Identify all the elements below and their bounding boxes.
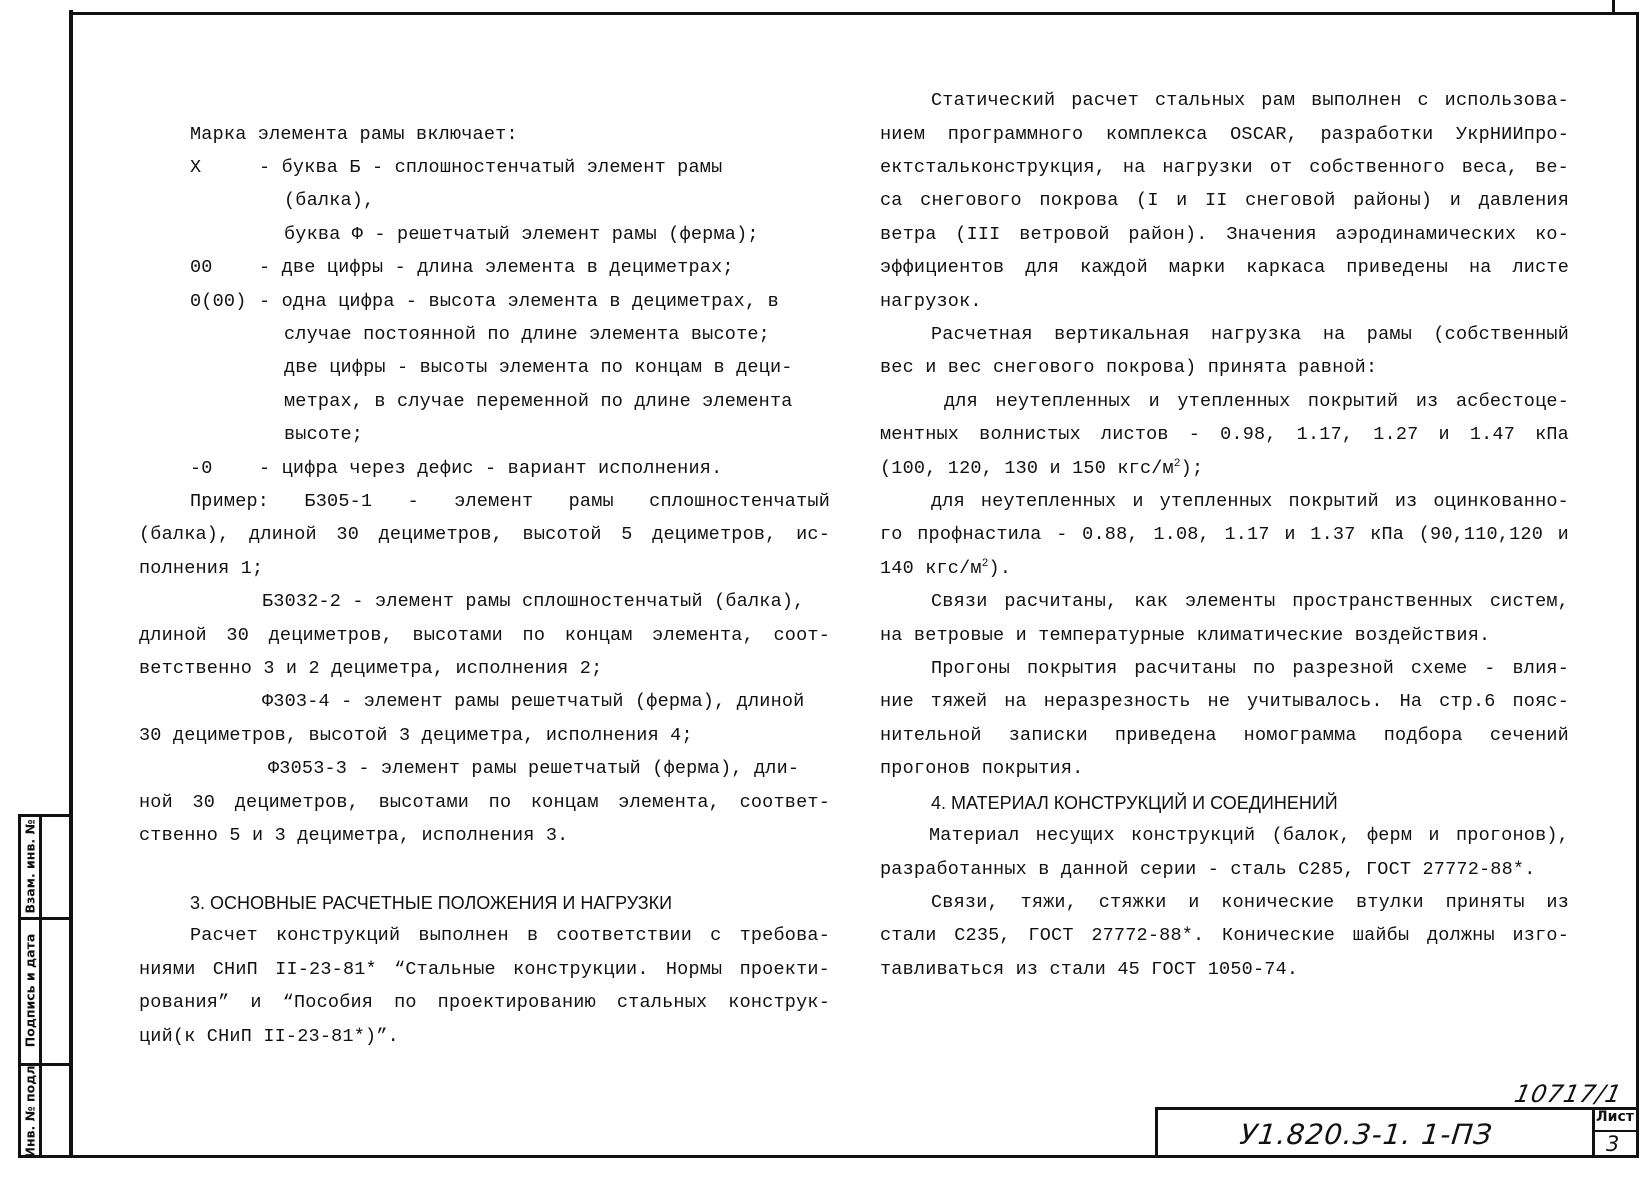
example-line: ветственно 3 и 2 дециметра, исполнения 2;: [139, 658, 603, 679]
para-text: );: [1180, 458, 1204, 479]
section-4-heading: 4. МАТЕРИАЛ КОНСТРУКЦИЙ И СОЕДИНЕНИЙ: [931, 793, 1338, 813]
para-text: ).: [988, 558, 1012, 579]
item-line: высоте;: [284, 424, 364, 445]
para-line: вес и вес снегового покрова) принята равной:: [880, 357, 1378, 378]
superscript: 2: [1173, 457, 1181, 470]
item-line: метрах, в случае переменной по длине элемента: [284, 391, 793, 412]
example-line: Ф303-4 - элемент рамы решетчатый (ферма), длиной: [262, 691, 805, 712]
example-line: ственно 5 и 3 дециметра, исполнения 3.: [139, 825, 569, 846]
item-code: 00: [190, 257, 213, 278]
item-line: две цифры - высоты элемента по концам в деци-: [284, 357, 793, 378]
sheet-label: Лист: [1596, 1109, 1634, 1125]
para-line: стали С235, ГОСТ 27772-88*. Конические шайбы должны изго-: [880, 925, 1569, 946]
para-line: на ветровые и температурные климатические воздействия.: [880, 625, 1491, 646]
item-code: 0(00): [190, 291, 247, 312]
example-line: Б3032-2 - элемент рамы сплошностенчатый (балка),: [262, 591, 805, 612]
item-line: (балка),: [284, 190, 375, 211]
example-line: полнения 1;: [139, 558, 264, 579]
para-line: Связи, тяжи, стяжки и конические втулки приняты из: [931, 892, 1569, 913]
para-line: нительной записки приведена номограмма подбора сечений: [880, 725, 1569, 746]
item-line: - одна цифра - высота элемента в дециметрах, в: [259, 291, 779, 312]
para-line: ветра (III ветровой район). Значения аэродинамических ко-: [880, 224, 1569, 245]
item-code: X: [190, 157, 202, 178]
para-line: нагрузок.: [880, 291, 982, 312]
side-label-inv-number: Инв. № подл: [22, 1065, 38, 1157]
para-line: нием программного комплекса OSCAR, разработки УкрНИИпро-: [880, 124, 1569, 145]
sheet-number: 3: [1606, 1132, 1620, 1156]
side-label-replacement-inv: Взам. инв. №: [22, 819, 38, 914]
para-line: тавливаться из стали 45 ГОСТ 1050-74.: [880, 959, 1299, 980]
example-line: 30 дециметров, высотой 3 дециметра, исполнения 4;: [139, 725, 693, 746]
para-text: 140 кгс/м: [880, 558, 982, 579]
para-line: го профнастила - 0.88, 1.08, 1.17 и 1.37 кПа (90,110,120 и: [880, 524, 1569, 545]
section-3-line: ниями СНиП II-23-81* “Стальные конструкции. Нормы проекти-: [139, 959, 830, 980]
para-line: Прогоны покрытия расчитаны по разрезной схеме - влия-: [931, 658, 1569, 679]
para-line: разработанных в данной серии - сталь С285, ГОСТ 27772-88*.: [880, 859, 1536, 880]
item-code: -0: [190, 458, 213, 479]
intro-line: Марка элемента рамы включает:: [190, 124, 518, 145]
side-label-signature-date: Подпись и дата: [22, 933, 38, 1048]
example-line: Пример: Б305-1 - элемент рамы сплошностенчатый: [190, 491, 830, 512]
section-3-heading: 3. ОСНОВНЫЕ РАСЧЕТНЫЕ ПОЛОЖЕНИЯ И НАГРУЗКИ: [190, 893, 673, 913]
item-line: буква Ф - решетчатый элемент рамы (ферма);: [284, 224, 759, 245]
example-line: длиной 30 дециметров, высотами по концам элемента, соот-: [139, 625, 830, 646]
section-3-line: ций(к СНиП II-23-81*)”.: [139, 1026, 399, 1047]
item-line: - буква Б - сплошностенчатый элемент рамы: [259, 157, 723, 178]
para-line: [880, 558, 1569, 580]
para-line: Расчетная вертикальная нагрузка на рамы (собственный: [931, 324, 1569, 345]
example-line: Ф3053-3 - элемент рамы решетчатый (ферма), дли-: [268, 758, 800, 779]
para-line: [880, 458, 1569, 480]
para-line: Статический расчет стальных рам выполнен с использова-: [931, 90, 1569, 111]
document-code: У1.820.3-1. 1-ПЗ: [1238, 1118, 1495, 1151]
section-3-line: Расчет конструкций выполнен в соответствии с требова-: [190, 925, 830, 946]
para-line: са снегового покрова (I и II снеговой районы) и давления: [880, 190, 1569, 211]
para-line: ние тяжей на неразрезность не учитывалось. На стр.6 пояс-: [880, 691, 1569, 712]
item-line: - две цифры - длина элемента в дециметрах;: [259, 257, 734, 278]
para-text: (100, 120, 130 и 150 кгс/м: [880, 458, 1174, 479]
example-line: (балка), длиной 30 дециметров, высотой 5 дециметров, ис-: [139, 524, 830, 545]
item-line: случае постоянной по длине элемента высоте;: [284, 324, 770, 345]
para-line: ектстальконструкция, на нагрузки от собственного веса, ве-: [880, 157, 1569, 178]
superscript: 2: [981, 557, 989, 570]
para-line: для неутепленных и утепленных покрытий из асбестоце-: [944, 391, 1569, 412]
frame-top-border: [71, 12, 1639, 15]
example-line: ной 30 дециметров, высотами по концам элемента, соответ-: [139, 792, 830, 813]
section-3-line: рования” и “Пособия по проектированию стальных конструк-: [139, 992, 830, 1013]
para-line: эффициентов для каждой марки каркаса приведены на листе: [880, 257, 1569, 278]
frame-corner-tick: [1612, 0, 1615, 13]
item-line: - цифра через дефис - вариант исполнения.: [259, 458, 723, 479]
para-line: Связи расчитаны, как элементы пространственных систем,: [931, 591, 1569, 612]
para-line: ментных волнистых листов - 0.98, 1.17, 1.27 и 1.47 кПа: [880, 424, 1569, 445]
inventory-number: 10717/1: [1512, 1080, 1625, 1108]
para-line: для неутепленных и утепленных покрытий из оцинкованно-: [931, 491, 1569, 512]
para-line: Материал несущих конструкций (балок, ферм и прогонов),: [929, 825, 1569, 846]
frame-right-border: [1636, 12, 1639, 1158]
para-line: прогонов покрытия.: [880, 758, 1084, 779]
